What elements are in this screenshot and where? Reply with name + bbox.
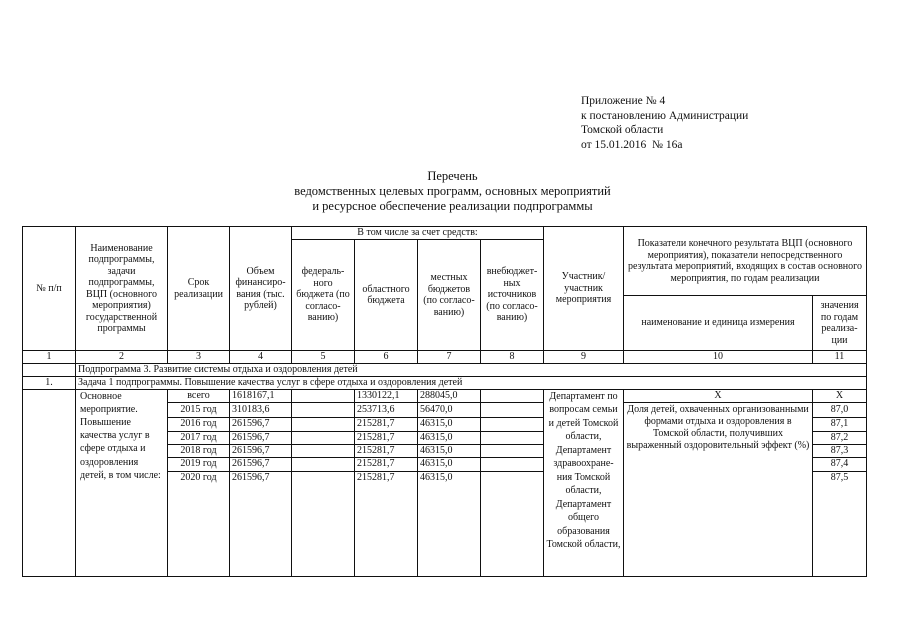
local-cell: 46315,0	[418, 471, 481, 576]
volume-cell: 1618167,1	[230, 389, 292, 402]
indicator-value: 87,5	[813, 471, 867, 576]
term-cell: 2017 год	[168, 431, 230, 444]
header-indicator-values: значения по годам реализа-ции	[813, 296, 867, 351]
regional-cell: 215281,7	[355, 444, 418, 457]
indicator-value: 87,2	[813, 431, 867, 444]
subprogram-title: Подпрограмма 3. Развитие системы отдыха и оздоровления детей	[76, 363, 867, 376]
term-cell: 2020 год	[168, 471, 230, 576]
regional-cell: 215281,7	[355, 471, 418, 576]
extra-cell	[481, 417, 544, 431]
extra-cell	[481, 444, 544, 457]
header-federal: федераль-ного бюджета (по согласо-ванию)	[292, 240, 355, 351]
federal-cell	[292, 471, 355, 576]
regional-cell: 215281,7	[355, 431, 418, 444]
appendix-line: Приложение № 4	[581, 95, 666, 107]
column-number: 3	[168, 351, 230, 364]
volume-cell: 261596,7	[230, 417, 292, 431]
local-cell: 46315,0	[418, 457, 481, 471]
regional-cell: 253713,6	[355, 402, 418, 417]
volume-cell: 261596,7	[230, 471, 292, 576]
column-number: 11	[813, 351, 867, 364]
federal-cell	[292, 389, 355, 402]
indicator-name: Доля детей, охваченных организованными формами отдыха и оздоровления в Томской области, получивших выраженный оздоровительный эффект (%)	[624, 402, 813, 576]
indicator-value: 87,0	[813, 402, 867, 417]
subprogram-row	[23, 363, 867, 376]
measure-name: Основное мероприятие. Повышение качества услуг в сфере отдыха и оздоровления детей, в том числе:	[76, 389, 168, 576]
header-regional: областного бюджета	[355, 240, 418, 351]
local-cell: 56470,0	[418, 402, 481, 417]
federal-cell	[292, 417, 355, 431]
extra-cell	[481, 402, 544, 417]
column-number: 9	[544, 351, 624, 364]
federal-cell	[292, 402, 355, 417]
task-number: 1.	[23, 376, 76, 389]
column-number: 5	[292, 351, 355, 364]
column-number: 2	[76, 351, 168, 364]
column-number: 6	[355, 351, 418, 364]
column-number: 10	[624, 351, 813, 364]
federal-cell	[292, 457, 355, 471]
header-indicator-name: наименование и единица измерения	[624, 296, 813, 351]
local-cell: 288045,0	[418, 389, 481, 402]
header-num: № п/п	[23, 227, 76, 351]
volume-cell: 310183,6	[230, 402, 292, 417]
header-participant: Участник/ участник мероприятия	[544, 227, 624, 351]
header-volume: Объем финансиро-вания (тыс. рублей)	[230, 227, 292, 351]
header-name: Наименование подпрограммы, задачи подпрограммы, ВЦП (основного мероприятия) государственной программы	[76, 227, 168, 351]
extra-cell	[481, 457, 544, 471]
title-line: ведомственных целевых программ, основных мероприятий	[294, 184, 611, 198]
task-row	[23, 376, 867, 389]
column-number: 8	[481, 351, 544, 364]
title-line: и ресурсное обеспечение реализации подпрограммы	[312, 199, 593, 213]
volume-cell: 261596,7	[230, 457, 292, 471]
header-including: В том числе за счет средств:	[292, 227, 544, 240]
appendix-header	[581, 94, 748, 152]
indicator-header-value-cell: X	[813, 389, 867, 402]
volume-cell: 261596,7	[230, 431, 292, 444]
extra-cell	[481, 471, 544, 576]
title-line: Перечень	[427, 169, 478, 183]
regional-cell: 1330122,1	[355, 389, 418, 402]
local-cell: 46315,0	[418, 417, 481, 431]
term-cell: 2019 год	[168, 457, 230, 471]
header-local: местных бюджетов (по согласо-ванию)	[418, 240, 481, 351]
program-table	[22, 226, 867, 577]
document-title	[0, 169, 905, 214]
local-cell: 46315,0	[418, 444, 481, 457]
indicator-value: 87,1	[813, 417, 867, 431]
appendix-line: к постановлению Администрации	[581, 109, 749, 122]
regional-cell: 215281,7	[355, 417, 418, 431]
table-row	[23, 389, 867, 402]
header-extra: внебюджет-ных источников (по согласо-ванию)	[481, 240, 544, 351]
column-number: 1	[23, 351, 76, 364]
indicator-header-cell: X	[624, 389, 813, 402]
column-number: 7	[418, 351, 481, 364]
federal-cell	[292, 431, 355, 444]
term-cell: 2016 год	[168, 417, 230, 431]
appendix-date-line: от 15.01.2016 № 16а	[581, 138, 683, 151]
extra-cell	[481, 431, 544, 444]
term-cell: 2018 год	[168, 444, 230, 457]
measure-participant: Департамент по вопросам семьи и детей Томской области, Департамент здравоохране-ния Томской области, Департамент общего образования Томской области,	[544, 389, 624, 576]
regional-cell: 215281,7	[355, 457, 418, 471]
term-cell: всего	[168, 389, 230, 402]
appendix-line: Томской области	[581, 124, 664, 136]
column-numbers-row	[23, 351, 867, 364]
indicator-value: 87,4	[813, 457, 867, 471]
task-title: Задача 1 подпрограммы. Повышение качества услуг в сфере отдыха и оздоровления детей	[76, 376, 867, 389]
volume-cell: 261596,7	[230, 444, 292, 457]
header-indicators: Показатели конечного результата ВЦП (основного мероприятия), показатели непосредственного результата мероприятий, входящих в состав основного мероприятия, по годам реализации	[624, 227, 867, 296]
extra-cell	[481, 389, 544, 402]
federal-cell	[292, 444, 355, 457]
indicator-value: 87,3	[813, 444, 867, 457]
local-cell: 46315,0	[418, 431, 481, 444]
column-number: 4	[230, 351, 292, 364]
header-term: Срок реализации	[168, 227, 230, 351]
term-cell: 2015 год	[168, 402, 230, 417]
